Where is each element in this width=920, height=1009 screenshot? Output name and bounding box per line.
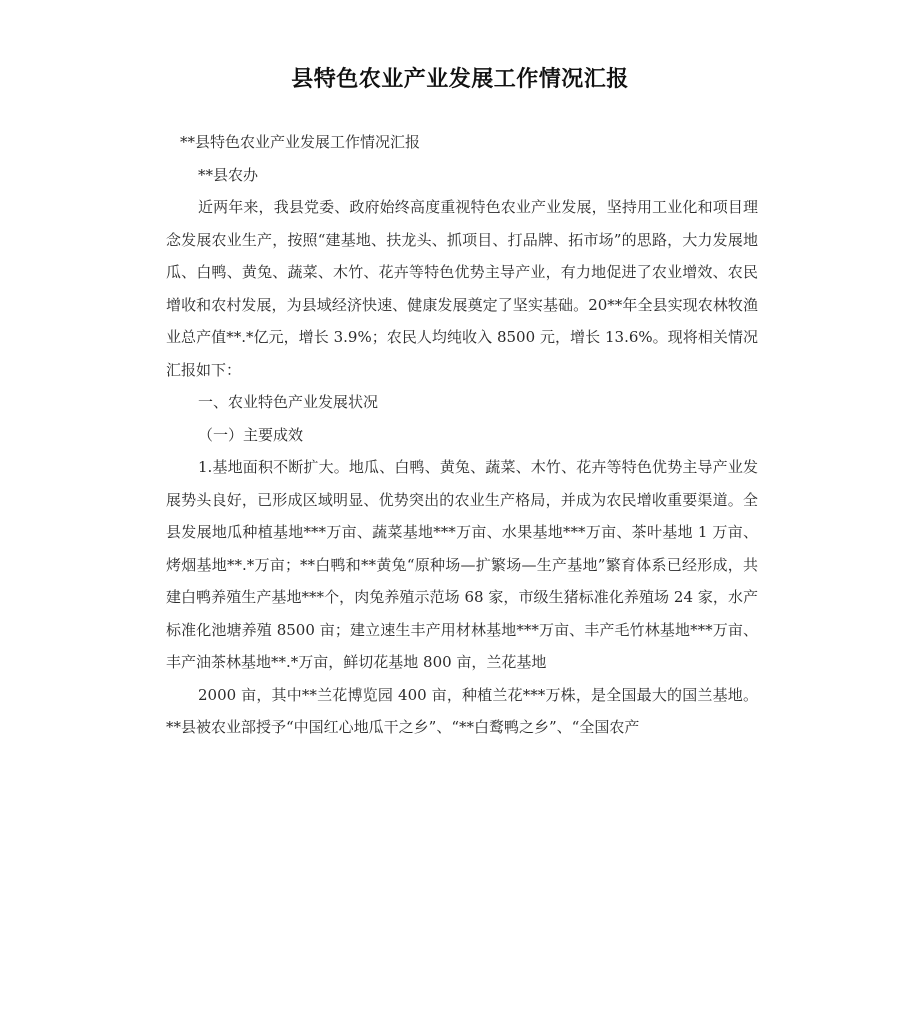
intro-paragraph: 近两年来，我县党委、政府始终高度重视特色农业产业发展，坚持用工业化和项目理念发展农业生产，按照“建基地、扶龙头、抓项目、打品牌、拓市场”的思路，大力发展地瓜、白鸭、黄兔、蔬菜、木竹、花卉等特色优势主导产业，有力地促进了农业增效、农民增收和农村发展，为县域经济快速、健康发展奠定了坚实基础。20**年全县实现农林牧渔业总产值**.*亿元，增长 3.9%；农民人均纯收入 8500 元，增长 13.6%。现将相关情况汇报如下： — [166, 198, 758, 379]
document-title: 县特色农业产业发展工作情况汇报 — [291, 67, 629, 92]
document-body — [166, 126, 758, 744]
continuation-paragraph: 2000 亩，其中**兰花博览园 400 亩，种植兰花***万株，是全国最大的国兰基地。**县被农业部授予“中国红心地瓜干之乡”、“**白鹜鸭之乡”、“全国农产 — [166, 685, 758, 736]
section-heading: 一、农业特色产业发展状况 — [198, 393, 379, 411]
subtitle-paragraph: **县特色农业产业发展工作情况汇报 — [180, 133, 421, 151]
subsection-heading: （一）主要成效 — [198, 425, 304, 444]
achievement-paragraph: 1.基地面积不断扩大。地瓜、白鸭、黄兔、蔬菜、木竹、花卉等特色优势主导产业发展势头良好，已形成区域明显、优势突出的农业生产格局，并成为农民增收重要渠道。全县发展地瓜种植基地***万亩、蔬菜基地***万亩、水果基地***万亩、茶叶基地 1 万亩、烤烟基地**.*万亩；**白鸭和**黄兔“原种场—扩繁场—生产基地”繁育体系已经形成，共建白鸭养殖生产基地***个，肉兔养殖示范场 68 家，市级生猪标准化养殖场 24 家，水产标准化池塘养殖 8500 亩；建立速生丰产用材林基地***万亩、丰产毛竹林基地***万亩、丰产油茶林基地**.*万亩，鲜切花基地 800 亩，兰花基地 — [166, 458, 758, 671]
author-paragraph: **县农办 — [198, 165, 259, 184]
